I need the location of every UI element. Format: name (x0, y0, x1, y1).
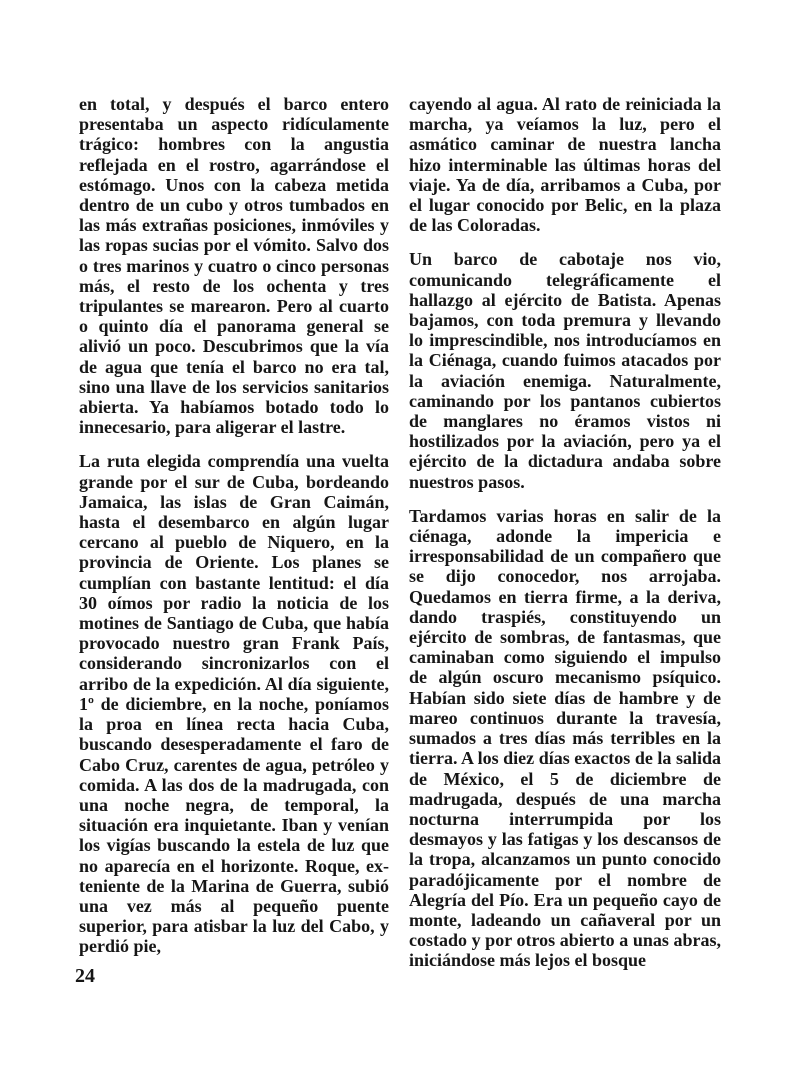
paragraph-3: cayendo al agua. Al rato de reiniciada la marcha, ya veíamos la luz, pero el asmático caminar de nuestra lancha hizo interminable las últimas horas del viaje. Ya de día, arribamos a Cuba, por el lugar conocido por Belic, en la plaza de las Coloradas. (409, 94, 721, 236)
right-text-column (409, 94, 721, 985)
paragraph-5: Tardamos varias horas en salir de la ciénaga, adonde la impericia e irresponsabilidad de un compañero que se dijo conocedor, nos arrojaba. Quedamos en tierra firme, a la deriva, dando traspiés, constituyendo un ejército de sombras, de fantasmas, que caminaban como siguiendo el impulso de algún oscuro mecanismo psíquico. Habían sido siete días de hambre y de mareo continuos durante la travesía, sumados a tres días más terribles en la tierra. A los diez días exactos de la salida de México, el 5 de diciembre de madrugada, después de una marcha nocturna interrumpida por los desmayos y las fatigas y los descansos de la tropa, alcanzamos un punto conocido paradójicamente por el nombre de Alegría del Pío. Era un pequeño cayo de monte, ladeando un cañaveral por un costado y por otros abierto a unas abras, iniciándose más lejos el bosque (409, 505, 721, 971)
paragraph-1: en total, y después el barco entero presentaba un aspecto ridículamente trágico: hombres con la angustia reflejada en el rostro, agarrándose el estómago. Unos con la cabeza metida dentro de un cubo y otros tumbados en las más extrañas posiciones, inmóviles y las ropas sucias por el vómito. Salvo dos o tres marinos y cuatro o cinco personas más, el resto de los ochenta y tres tripulantes se marearon. Pero al cuarto o quinto día el panorama general se alivió un poco. Descubrimos que la vía de agua que tenía el barco no era tal, sino una llave de los servicios sanitarios abierta. Ya habíamos botado todo lo innecesario, para aligerar el lastre. (79, 94, 389, 438)
page-number: 24 (75, 965, 95, 987)
left-text-column (79, 94, 389, 971)
paragraph-2: La ruta elegida comprendía una vuelta grande por el sur de Cuba, bordeando Jamaica, las islas de Gran Caimán, hasta el desembarco en algún lugar cercano al pueblo de Niquero, en la provincia de Oriente. Los planes se cumplían con bastante lentitud: el día 30 oímos por radio la noticia de los motines de Santiago de Cuba, que había provocado nuestro gran Frank País, considerando sincronizarlos con el arribo de la expedición. Al día siguiente, 1º de diciembre, en la noche, poníamos la proa en línea recta hacia Cuba, buscando desesperadamente el faro de Cabo Cruz, carentes de agua, petróleo y comida. A las dos de la madrugada, con una noche negra, de temporal, la situación era inquietante. Iban y venían los vigías buscando la estela de luz que no aparecía en el horizonte. Roque, ex-teniente de la Marina de Guerra, subió una vez más al pequeño puente superior, para atisbar la luz del Cabo, y perdió pie, (79, 451, 389, 957)
paragraph-4: Un barco de cabotaje nos vio, comunicando telegráficamente el hallazgo al ejército de Batista. Apenas bajamos, con toda premura y llevando lo imprescindible, nos introducíamos en la Ciénaga, cuando fuimos atacados por la aviación enemiga. Naturalmente, caminando por los pantanos cubiertos de manglares no éramos vistos ni hostilizados por la aviación, pero ya el ejército de la dictadura andaba sobre nuestros pasos. (409, 249, 721, 492)
